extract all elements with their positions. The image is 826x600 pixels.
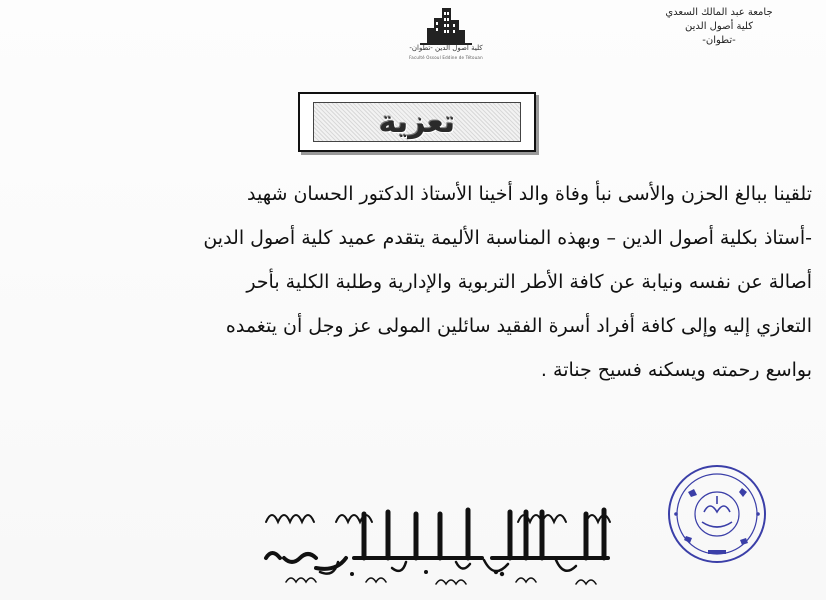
institution-header: [634, 6, 804, 48]
calligraphy-inna-lillah: [256, 500, 628, 592]
body-line-4: التعازي إليه وإلى كافة أفراد أسرة الفقيد سائلين المولى عز وجل أن يتغمده: [225, 315, 812, 337]
body-line-1: تلقينا ببالغ الحزن والأسى نبأ وفاة والد أخينا الأستاذ الدكتور الحسان شهيد: [247, 183, 812, 205]
title-inner-frame: [313, 102, 521, 142]
body-line-3: أصالة عن نفسه ونيابة عن كافة الأطر التربوية والإدارية وطلبة الكلية بأحر: [246, 271, 812, 293]
page-title: تعزية: [378, 104, 456, 140]
city-name: -تطوان-: [702, 35, 736, 46]
faculty-stamp: [664, 462, 770, 566]
title-frame: [298, 92, 536, 152]
body-line-2: -أستاذ بكلية أصول الدين – وبهذه المناسبة الأليمة يتقدم عميد كلية أصول الدين: [203, 227, 812, 249]
university-name: جامعة عبد المالك السعدي: [665, 7, 773, 18]
condolence-body: [70, 172, 812, 392]
logo-latin-caption: Faculté Ossoul Eddine de Tétouan: [409, 55, 483, 60]
logo-arabic-caption: كلية أصول الدين -تطوان-: [409, 44, 483, 52]
body-line-5: بواسع رحمته ويسكنه فسيح جناتة .: [540, 359, 812, 381]
faculty-name: كلية أصول الدين: [685, 21, 753, 32]
